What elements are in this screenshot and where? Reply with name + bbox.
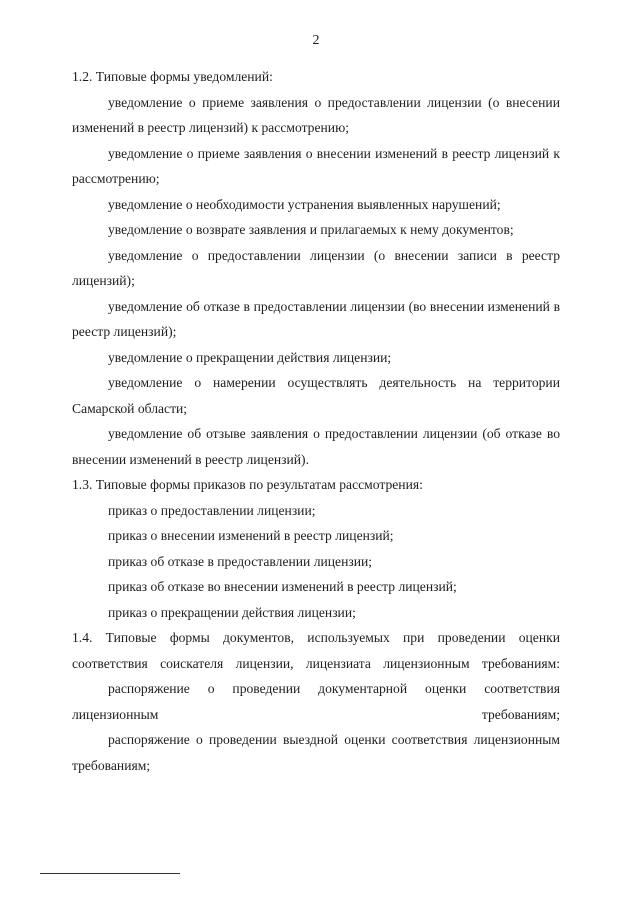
list-item: распоряжение о проведении документарной оценки соответствия лицензионным требованиям;: [72, 681, 560, 722]
list-item: уведомление о предоставлении лицензии (о внесении записи в реестр лицензий);: [72, 247, 560, 288]
list-item: уведомление о необходимости устранения выявленных нарушений;: [108, 196, 501, 212]
list-item: приказ о прекращении действия лицензии;: [108, 604, 356, 620]
document-body: [72, 64, 560, 778]
section-heading-1-3: 1.3. Типовые формы приказов по результатам рассмотрения:: [72, 477, 423, 492]
list-item: уведомление о прекращении действия лицензии;: [108, 349, 392, 365]
list-item: приказ о внесении изменений в реестр лицензий;: [108, 528, 394, 543]
list-item: распоряжение о проведении выездной оценки соответствия лицензионным требованиям;: [72, 732, 560, 773]
page-number: 2: [312, 33, 320, 48]
list-item: приказ об отказе во внесении изменений в реестр лицензий;: [108, 579, 457, 594]
section-heading-1-2: 1.2. Типовые формы уведомлений:: [72, 69, 273, 84]
list-item: уведомление о возврате заявления и прилагаемых к нему документов;: [108, 222, 514, 237]
footer-rule: [40, 873, 180, 874]
section-heading-1-4: 1.4. Типовые формы документов, используемых при проведении оценки соответствия соискателя лицензии, лицензиата лицензионным требованиям:: [72, 630, 560, 671]
list-item: уведомление об отказе в предоставлении лицензии (во внесении изменений в реестр лицензий);: [72, 298, 560, 339]
list-item: приказ об отказе в предоставлении лицензии;: [108, 553, 373, 569]
list-item: уведомление о приеме заявления о предоставлении лицензии (о внесении изменений в реестр лицензий) к рассмотрению;: [72, 94, 560, 135]
list-item: уведомление об отзыве заявления о предоставлении лицензии (об отказе во внесении изменений в реестр лицензий).: [72, 426, 560, 467]
list-item: уведомление о приеме заявления о внесении изменений в реестр лицензий к рассмотрению;: [72, 145, 560, 186]
list-item: приказ о предоставлении лицензии;: [108, 502, 316, 518]
list-item: уведомление о намерении осуществлять деятельность на территории Самарской области;: [72, 375, 560, 416]
